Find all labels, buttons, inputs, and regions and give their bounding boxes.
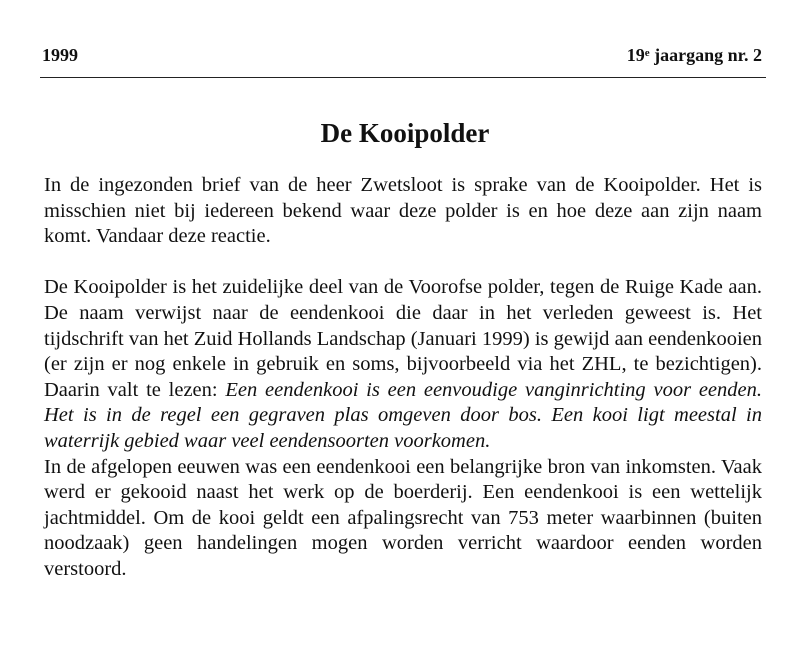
article-body: [44, 173, 762, 583]
page-header: [42, 44, 762, 72]
header-issue: [627, 44, 762, 66]
paragraph-1: In de ingezonden brief van de heer Zwetsloot is sprake van de Kooipolder. Het is misschien niet bij iedereen bekend waar deze polder is en hoe deze aan zijn naam komt. Vandaar deze reactie.: [44, 174, 762, 248]
issue-rest: jaargang nr. 2: [649, 45, 762, 65]
paragraph-3: In de afgelopen eeuwen was een eendenkooi een belangrijke bron van inkomsten. Vaak werd er gekooid naast het werk op de boerderij. Een eendenkooi is een wettelijk jachtmiddel. Om de kooi geldt een afpalingsrecht van 753 meter waarbinnen (buiten noodzaak) geen handelingen mogen worden verricht waardoor eenden worden verstoord.: [44, 455, 762, 580]
header-divider: [40, 77, 766, 78]
paragraph-2-text: De Kooipolder is het zuidelijke deel van de Voorofse polder, tegen de Ruige Kade aan. De naam verwijst naar de eendenkooi die daar in het verleden geweest is. Het tijdschrift van het Zuid Hollands Landschap (Januari 1999) is gewijd aan eendenkooien (er zijn er nog enkele in gebruik en soms, bijvoorbeeld via het ZHL, te bezichtigen). Daarin valt te lezen:: [44, 276, 762, 401]
issue-number: 19: [626, 45, 645, 65]
issue-suffix: e: [644, 47, 650, 59]
article-title: De Kooipolder: [320, 118, 490, 148]
paragraph-2-quote: Een eendenkooi is een eenvoudige vanginrichting voor eenden. Het is in de regel een gegraven plas omgeven door bos. Een kooi ligt meestal in waterrijk gebied waar veel eendensoorten voorkomen.: [44, 378, 762, 452]
header-year: 1999: [42, 45, 78, 65]
paragraph-2: [44, 275, 762, 454]
